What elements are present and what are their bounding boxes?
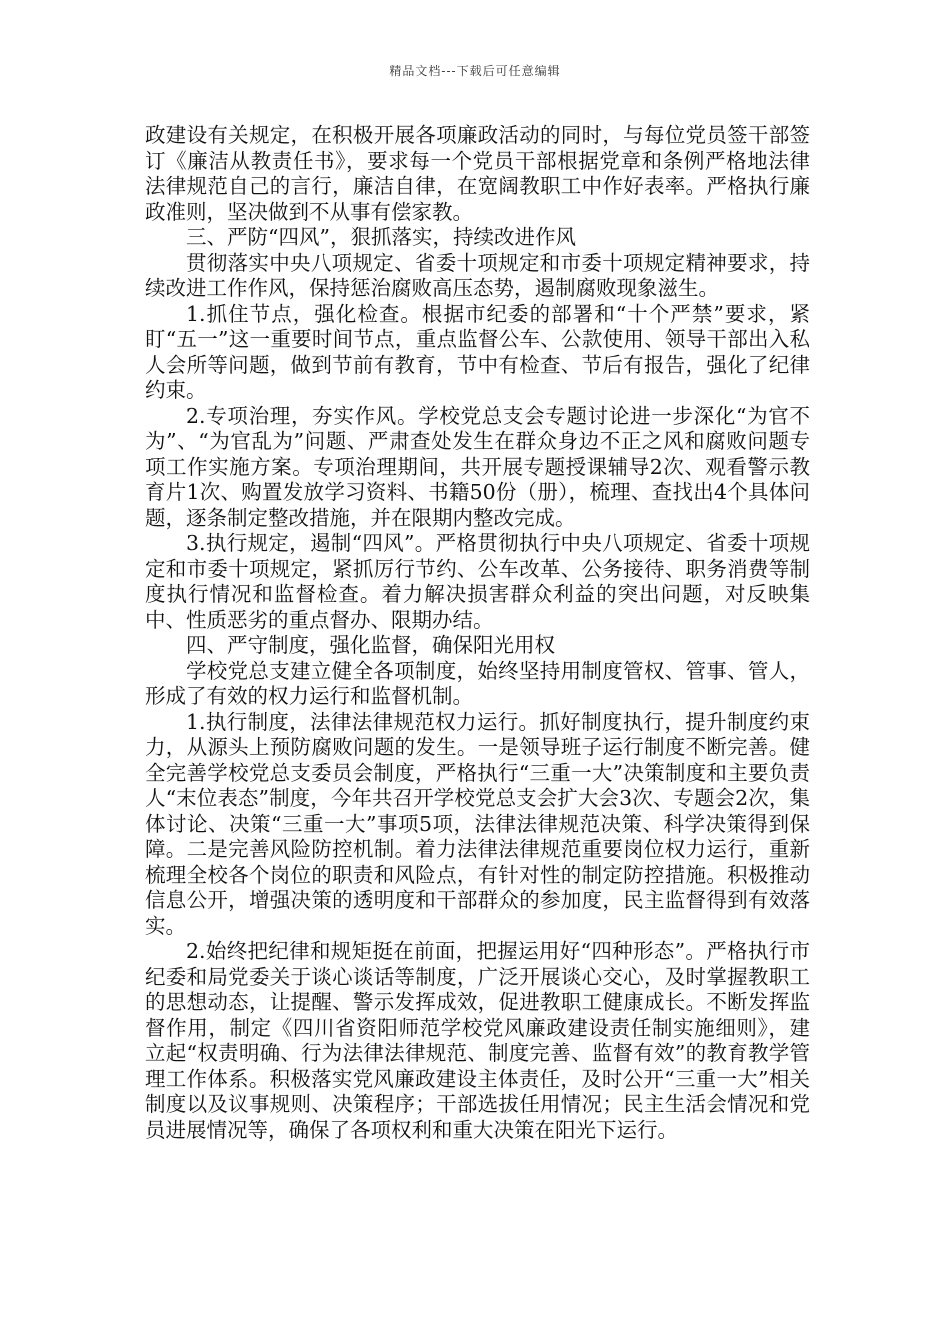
section-heading-3: 三、严防“四风”，狠抓落实，持续改进作风: [186, 225, 576, 249]
paragraph: 1.执行制度，法律法律规范权力运行。抓好制度执行，提升制度约束力，从源头上预防腐败问题的发生。一是领导班子运行制度不断完善。健全完善学校党总支委员会制度，严格执行“三重一大”决策制度和主要负责人“末位表态”制度，今年共召开学校党总支会扩大会3次、专题会2次，集体讨论、决策“三重一大”事项5项，法律法律规范决策、科学决策得到保障。二是完善风险防控机制。着力法律法律规范重要岗位权力运行，重新梳理全校各个岗位的职责和风险点，有针对性的制定防控措施。积极推动信息公开，增强决策的透明度和干部群众的参加度，民主监督得到有效落实。: [145, 709, 810, 938]
paragraph: 2.始终把纪律和规矩挺在前面，把握运用好“四种形态”。严格执行市纪委和局党委关于谈心谈话等制度，广泛开展谈心交心，及时掌握教职工的思想动态，让提醒、警示发挥成效，促进教职工健康成长。不断发挥监督作用，制定《四川省资阳师范学校党风廉政建设责任制实施细则》，建立起“权责明确、行为法律法律规范、制度完善、监督有效”的教育教学管理工作体系。积极落实党风廉政建设主体责任，及时公开“三重一大”相关制度以及议事规则、决策程序；干部选拔任用情况；民主生活会情况和党员进展情况等，确保了各项权利和重大决策在阳光下运行。: [145, 939, 810, 1142]
paragraph-continuation: 政建设有关规定，在积极开展各项廉政活动的同时，与每位党员签干部签订《廉洁从教责任书》，要求每一个党员干部根据党章和条例严格地法律法律规范自己的言行，廉洁自律，在宽阔教职工中作好表率。严格执行廉政准则，坚决做到不从事有偿家教。: [145, 123, 810, 224]
document-body: [145, 123, 810, 1143]
paragraph: 贯彻落实中央八项规定、省委十项规定和市委十项规定精神要求，持续改进工作作风，保持惩治腐败高压态势，遏制腐败现象滋生。: [145, 250, 810, 300]
paragraph: 3.执行规定，遏制“四风”。严格贯彻执行中央八项规定、省委十项规定和市委十项规定，紧抓厉行节约、公车改革、公务接待、职务消费等制度执行情况和监督检查。着力解决损害群众利益的突出问题，对反映集中、性质恶劣的重点督办、限期办结。: [145, 531, 810, 632]
section-heading-4: 四、严守制度，强化监督，确保阳光用权: [186, 633, 555, 657]
paragraph: 2.专项治理，夯实作风。学校党总支会专题讨论进一步深化“为官不为”、“为官乱为”问题、严肃查处发生在群众身边不正之风和腐败问题专项工作实施方案。专项治理期间，共开展专题授课辅导2次、观看警示教育片1次、购置发放学习资料、书籍50份（册），梳理、查找出4个具体问题，逐条制定整改措施，并在限期内整改完成。: [145, 403, 810, 530]
paragraph: 1.抓住节点，强化检查。根据市纪委的部署和“十个严禁”要求，紧盯“五一”这一重要时间节点，重点监督公车、公款使用、领导干部出入私人会所等问题，做到节前有教育，节中有检查、节后有报告，强化了纪律约束。: [145, 301, 810, 402]
page-header: 精品文档---下载后可任意编辑: [389, 64, 561, 78]
paragraph: 学校党总支建立健全各项制度，始终坚持用制度管权、管事、管人，形成了有效的权力运行和监督机制。: [145, 658, 810, 708]
